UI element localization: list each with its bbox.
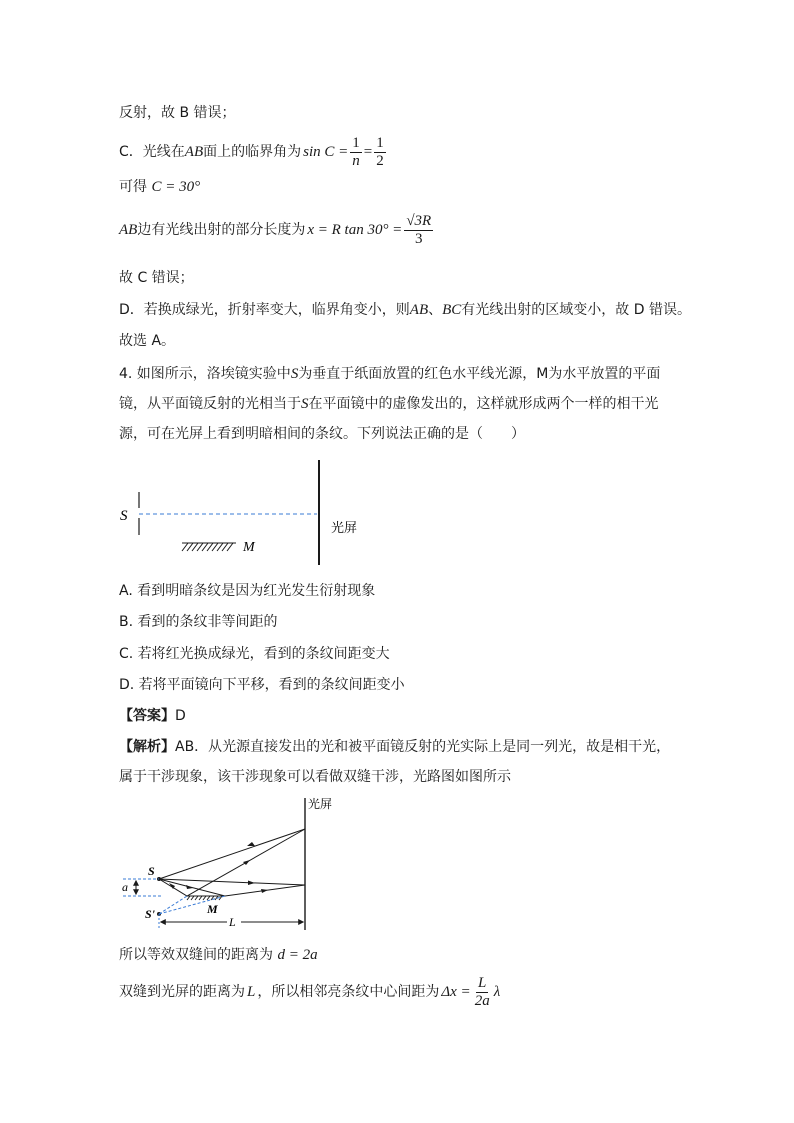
- answer-label: 【答案】: [119, 708, 175, 724]
- direct-ray-lower: [159, 879, 305, 885]
- fraction-denominator: n: [352, 152, 360, 169]
- fraction-numerator: √3R: [406, 212, 432, 229]
- text-line-c-wrong: 故 C 错误；: [119, 270, 194, 286]
- text-fragment: 边有光线出射的部分长度为: [137, 222, 306, 238]
- analysis-line-1: [119, 737, 670, 757]
- analysis-text: AB．从光源直接发出的光和被平面镜反射的光实际上是同一列光，故是相干光，: [175, 739, 671, 755]
- math-sinc: sin C =: [303, 144, 349, 160]
- text-fragment: 镜，从平面镜反射的光相当于: [119, 396, 301, 412]
- option-a: A. 看到明暗条纹是因为红光发生衍射现象: [119, 583, 376, 599]
- ray-arrow: [261, 889, 268, 893]
- math-delta-x: Δx =: [441, 984, 471, 1000]
- math-ab: AB: [119, 222, 138, 238]
- fraction-1-over-2: [374, 135, 386, 170]
- label-s: S: [120, 508, 128, 524]
- virtual-ray-upper: [159, 896, 187, 914]
- question-line-3: 源，可在光屏上看到明暗相间的条纹。下列说法正确的是（ ）: [119, 426, 525, 442]
- fraction-l-over-2a: [473, 975, 492, 1010]
- ray-arrow: [247, 842, 255, 846]
- analysis-line-4: [119, 970, 500, 1014]
- question-line-1: [119, 364, 660, 384]
- fraction-1-over-n: [350, 135, 362, 170]
- text-fragment: ，所以相邻亮条纹中心间距为: [257, 984, 440, 1000]
- label-m: M: [243, 540, 255, 555]
- label-screen: 光屏: [308, 797, 333, 811]
- text-line-d: [119, 300, 691, 320]
- label-s: S: [148, 864, 155, 878]
- text-fragment: 可得: [119, 179, 147, 195]
- text-fragment: 所以等效双缝间的距离为: [119, 947, 273, 963]
- math-bc: BC: [442, 302, 462, 318]
- math-ab: AB: [409, 302, 429, 318]
- math-ab: AB: [184, 144, 204, 160]
- label-screen: 光屏: [331, 521, 358, 536]
- text-fragment: 、: [428, 302, 443, 318]
- text-fragment: 面上的临界角为: [203, 144, 302, 160]
- text-line-1: 反射，故 B 错误；: [119, 105, 236, 121]
- math-d-equals-2a: d = 2a: [277, 947, 318, 963]
- option-d: D. 若将平面镜向下平移，看到的条纹间距变小: [119, 677, 405, 693]
- fraction-numerator: 1: [352, 134, 360, 151]
- direct-ray-upper: [159, 829, 305, 879]
- text-fragment: 为垂直于纸面放置的红色水平线光源，M为水平放置的平面: [298, 366, 661, 382]
- lloyd-mirror-figure: [110, 455, 358, 570]
- analysis-line-2: 属于干涉现象，该干涉现象可以看做双缝干涉，光路图如图所示: [119, 769, 511, 785]
- reflected-ray-upper: [159, 829, 305, 896]
- mirror-hatching: [182, 543, 233, 551]
- ray-arrow: [243, 860, 250, 865]
- math-c-equals-30: C = 30°: [151, 179, 201, 195]
- label-s-prime: S': [145, 907, 156, 921]
- ray-arrow: [248, 881, 255, 886]
- text-fragment: 有光线出射的区域变小，故 D 错误。: [461, 302, 691, 318]
- optical-path-figure: [115, 792, 355, 934]
- fraction-denominator: 2a: [474, 992, 490, 1009]
- text-fragment: 在平面镜中的虚像发出的，这样就形成两个一样的相干光: [308, 396, 659, 412]
- math-s: S: [301, 396, 309, 412]
- math-lambda: λ: [493, 984, 501, 1000]
- option-b: B. 看到的条纹非等间距的: [119, 614, 278, 630]
- text-line-c-result: [119, 177, 200, 197]
- question-line-2: [119, 394, 659, 414]
- fraction-denominator: 3: [415, 230, 423, 247]
- label-a: a: [122, 880, 128, 894]
- mirror-hatching: [187, 896, 222, 900]
- text-line-length: [119, 210, 435, 250]
- math-x-equation: x = R tan 30° =: [307, 222, 403, 238]
- text-line-choose-a: 故选 A。: [119, 333, 176, 349]
- answer-value: D: [175, 708, 186, 724]
- text-fragment: 双缝到光屏的距离为: [119, 984, 245, 1000]
- label-l: L: [229, 915, 236, 929]
- option-c: C. 若将红光换成绿光，看到的条纹间距变大: [119, 646, 390, 662]
- fraction-numerator: 1: [376, 134, 384, 151]
- math-s: S: [290, 366, 299, 382]
- text-fragment: 4. 如图所示，洛埃镜实验中: [119, 366, 291, 382]
- fraction-root3r-over-3: [404, 213, 433, 248]
- label-m: M: [207, 902, 218, 916]
- text-fragment: C．光线在: [119, 144, 185, 160]
- analysis-line-3: [119, 945, 318, 965]
- analysis-label: 【解析】: [119, 739, 175, 755]
- fraction-denominator: 2: [376, 152, 384, 169]
- answer-line: [119, 706, 186, 726]
- math-l: L: [247, 984, 256, 1000]
- math-equals: =: [363, 144, 373, 160]
- text-fragment: D．若换成绿光，折射率变大，临界角变小，则: [119, 302, 410, 318]
- text-line-critical-angle: [119, 135, 388, 169]
- fraction-numerator: L: [478, 974, 487, 991]
